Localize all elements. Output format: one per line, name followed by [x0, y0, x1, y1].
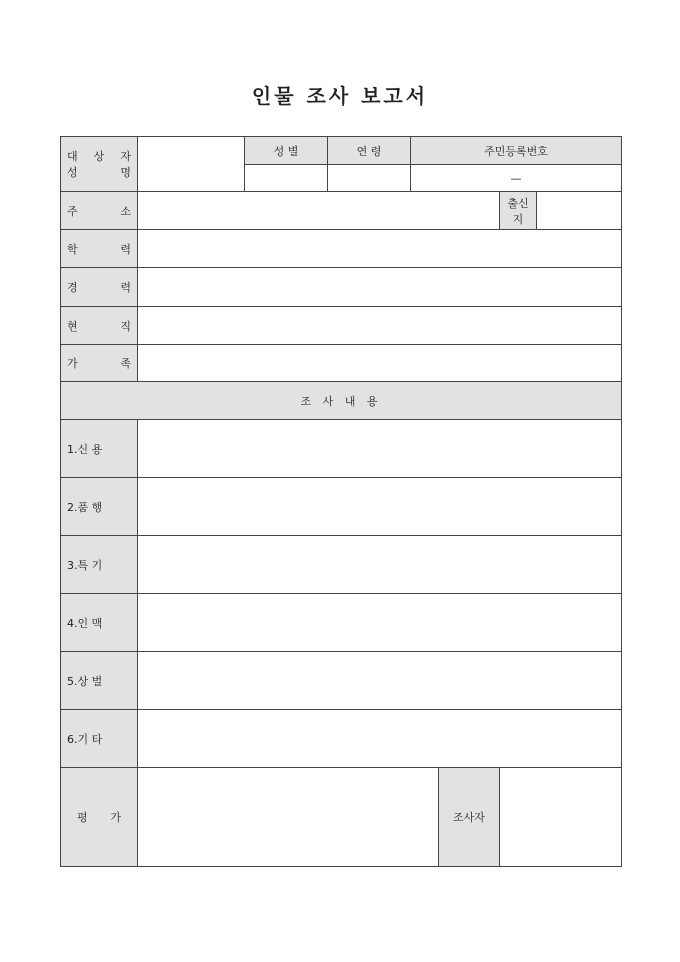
gender-field[interactable]: [245, 165, 328, 192]
section-title: [61, 382, 622, 420]
current-job-label: 현 직: [61, 307, 138, 345]
other-label: 6.기 타: [61, 710, 138, 768]
family-field[interactable]: [138, 345, 622, 382]
specialty-field[interactable]: [138, 536, 622, 594]
career-label: 경 력: [61, 268, 138, 307]
birthplace-label: 출신지: [500, 192, 537, 230]
network-field[interactable]: [138, 594, 622, 652]
investigator-label: 조사자: [439, 768, 500, 867]
birthplace-field[interactable]: [537, 192, 622, 230]
page-title: 인물 조사 보고서: [251, 84, 429, 108]
evaluation-label-text: 평 가: [77, 811, 121, 824]
career-field[interactable]: [138, 268, 622, 307]
credit-label: 1.신 용: [61, 420, 138, 478]
id-separator: —: [510, 171, 522, 185]
gender-label: 성 별: [245, 137, 328, 165]
conduct-field[interactable]: [138, 478, 622, 536]
awards-field[interactable]: [138, 652, 622, 710]
credit-field[interactable]: [138, 420, 622, 478]
age-label: 연 령: [328, 137, 411, 165]
other-field[interactable]: [138, 710, 622, 768]
name-label-line1: 대 상 자: [67, 150, 131, 163]
id-number-field[interactable]: [411, 165, 622, 192]
report-form: [60, 136, 622, 867]
education-label: 학 력: [61, 230, 138, 268]
name-label-line2: 성 명: [67, 166, 131, 179]
id-number-label: 주민등록번호: [411, 137, 622, 165]
name-label-cell: [61, 137, 138, 192]
address-field[interactable]: [138, 192, 500, 230]
name-field[interactable]: [138, 137, 245, 192]
evaluation-label: [61, 768, 138, 867]
conduct-label: 2.품 행: [61, 478, 138, 536]
address-label: 주 소: [61, 192, 138, 230]
section-title-text: 조 사 내 용: [300, 394, 382, 408]
education-field[interactable]: [138, 230, 622, 268]
current-job-field[interactable]: [138, 307, 622, 345]
specialty-label: 3.특 기: [61, 536, 138, 594]
awards-label: 5.상 벌: [61, 652, 138, 710]
network-label: 4.인 맥: [61, 594, 138, 652]
age-field[interactable]: [328, 165, 411, 192]
evaluation-field[interactable]: [138, 768, 439, 867]
family-label: 가 족: [61, 345, 138, 382]
investigator-field[interactable]: [500, 768, 622, 867]
